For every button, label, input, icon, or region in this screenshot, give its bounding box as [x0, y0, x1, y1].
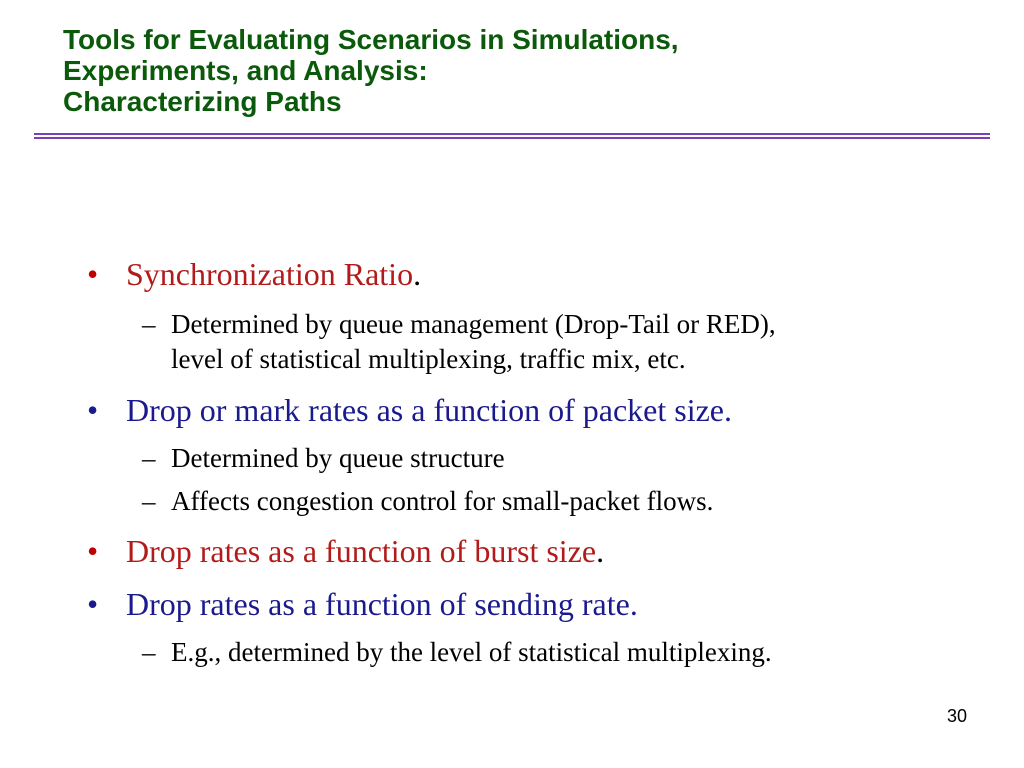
sub-bullet-text: Determined by queue management (Drop-Tail or RED), [171, 309, 776, 339]
dash-marker: – [142, 309, 156, 339]
bullet-text: Drop rates as a function of burst size [126, 533, 597, 569]
sub-bullet-item [142, 636, 772, 669]
bullet-item [87, 586, 638, 622]
sub-bullet-text: Affects congestion control for small-packet flows. [171, 486, 714, 516]
sub-bullet-text: Determined by queue structure [171, 443, 505, 473]
dash-marker: – [142, 637, 156, 667]
slide-title-line-3: Characterizing Paths [63, 86, 342, 117]
slide-title-line-1: Tools for Evaluating Scenarios in Simulations, [63, 24, 679, 55]
bullet-item [87, 533, 605, 569]
sub-bullet-item [142, 485, 714, 518]
dash-marker: – [142, 443, 156, 473]
bullet-text: Drop rates as a function of sending rate. [126, 586, 638, 622]
sub-bullet-continuation [171, 343, 686, 376]
page-number: 30 [946, 706, 967, 726]
slide-title-line-2: Experiments, and Analysis: [63, 55, 428, 86]
sub-bullet-text: level of statistical multiplexing, traffic mix, etc. [171, 344, 686, 374]
bullet-item [87, 392, 732, 428]
bullet-text: Drop or mark rates as a function of packet size. [126, 392, 732, 428]
dash-marker: – [142, 486, 156, 516]
bullet-suffix: . [596, 533, 605, 569]
bullet-marker: • [87, 392, 99, 428]
bullet-item [87, 256, 422, 292]
sub-bullet-item [142, 308, 776, 341]
bullet-marker: • [87, 586, 99, 622]
bullet-marker: • [87, 256, 99, 292]
sub-bullet-text: E.g., determined by the level of statistical multiplexing. [171, 637, 772, 667]
sub-bullet-item [142, 442, 505, 475]
bullet-marker: • [87, 533, 99, 569]
bullet-suffix: . [413, 256, 422, 292]
bullet-text: Synchronization Ratio [126, 256, 414, 292]
